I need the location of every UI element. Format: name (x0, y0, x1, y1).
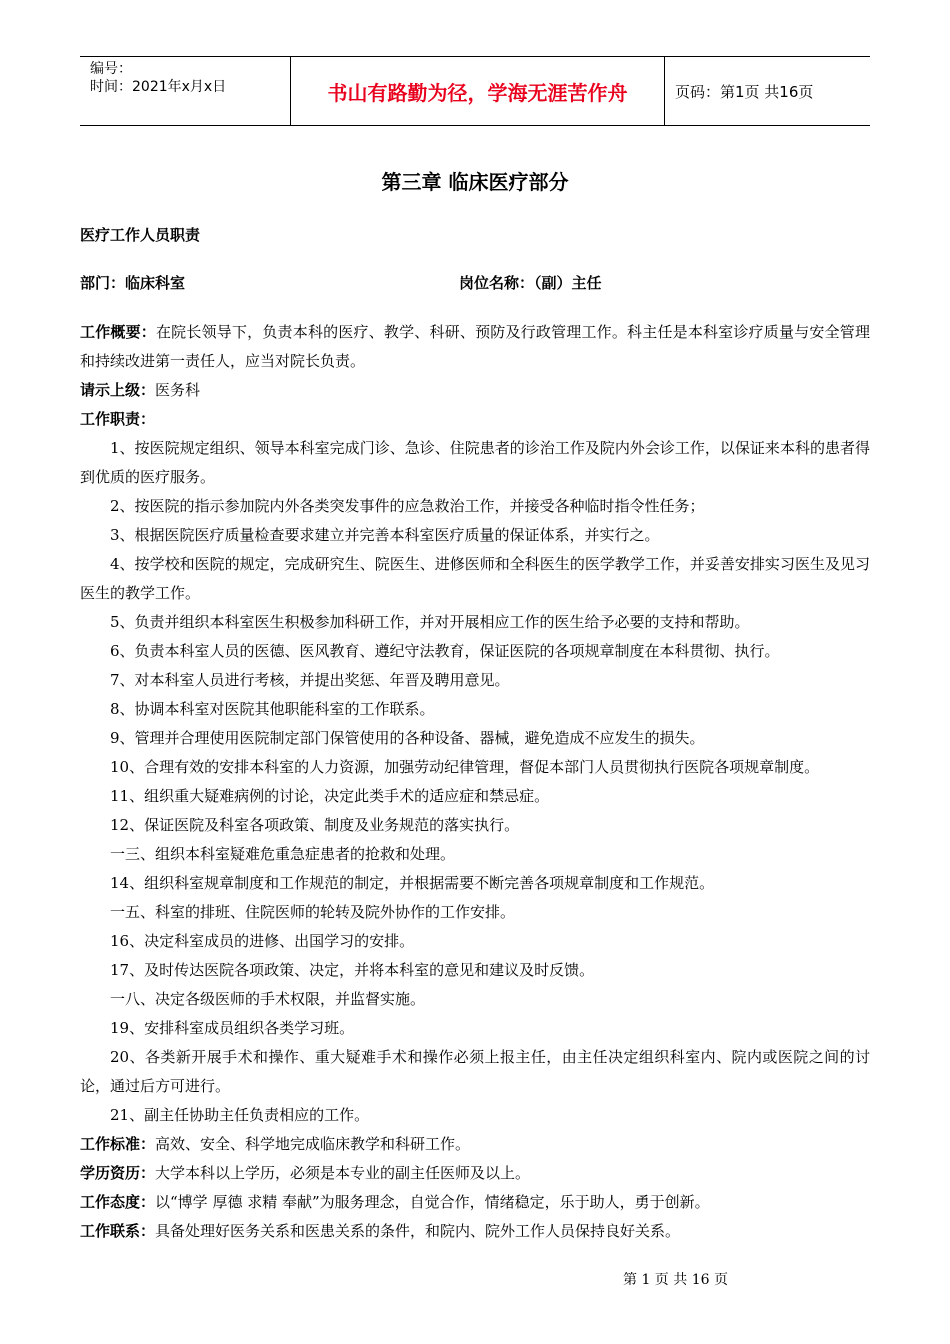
standard-label: 工作标准： (80, 1135, 156, 1153)
qualification-label: 学历资历： (80, 1164, 156, 1182)
overview-label: 工作概要： (80, 323, 156, 341)
header-motto: 书山有路勤为径，学海无涯苦作舟 (290, 57, 665, 125)
section-title: 医疗工作人员职责 (80, 226, 201, 244)
report-to-paragraph (80, 376, 870, 405)
duty-item: 11、组织重大疑难病例的讨论，决定此类手术的适应症和禁忌症。 (110, 787, 550, 805)
overview-paragraph (80, 318, 870, 376)
attitude-text: 以“博学 厚德 求精 奉献”为服务理念，自觉合作，情绪稳定，乐于助人，勇于创新。 (155, 1193, 710, 1211)
duties-list (80, 434, 870, 1130)
duty-item: 8、协调本科室对医院其他职能科室的工作联系。 (110, 700, 435, 718)
contact-label: 工作联系： (80, 1222, 156, 1240)
contact-paragraph (80, 1217, 870, 1246)
duty-item: 14、组织科室规章制度和工作规范的制定，并根据需要不断完善各项规章制度和工作规范。 (110, 874, 715, 892)
duty-item: 一三、组织本科室疑难危重急症患者的抢救和处理。 (110, 845, 456, 863)
duties-label: 工作职责： (80, 410, 156, 428)
qualification-paragraph (80, 1159, 870, 1188)
page-header (80, 56, 870, 126)
qualification-text: 大学本科以上学历，必须是本专业的副主任医师及以上。 (155, 1164, 531, 1182)
duty-item: 12、保证医院及科室各项政策、制度及业务规范的落实执行。 (110, 816, 520, 834)
duty-item: 17、及时传达医院各项政策、决定，并将本科室的意见和建议及时反馈。 (110, 961, 595, 979)
duty-item: 3、根据医院医疗质量检查要求建立并完善本科室医疗质量的保证体系，并实行之。 (110, 526, 660, 544)
chapter-title: 第三章 临床医疗部分 (381, 170, 569, 194)
duty-item: 21、副主任协助主任负责相应的工作。 (110, 1106, 370, 1124)
duty-item: 一五、科室的排班、住院医师的轮转及院外协作的工作安排。 (110, 903, 516, 921)
duty-item: 2、按医院的指示参加院内外各类突发事件的应急救治工作，并接受各种临时指令性任务； (110, 497, 705, 515)
duty-item: 4、按学校和医院的规定，完成研究生、院医生、进修医师和全科医生的医学教学工作，并妥善安排实习医生及见习医生的教学工作。 (80, 555, 870, 602)
duty-item: 6、负责本科室人员的医德、医风教育、遵纪守法教育，保证医院的各项规章制度在本科贯彻、执行。 (110, 642, 780, 660)
overview-text: 在院长领导下，负责本科的医疗、教学、科研、预防及行政管理工作。科主任是本科室诊疗质量与安全管理和持续改进第一责任人，应当对院长负责。 (80, 323, 870, 370)
duty-item: 10、合理有效的安排本科室的人力资源，加强劳动纪律管理，督促本部门人员贯彻执行医院各项规章制度。 (110, 758, 820, 776)
header-meta (80, 57, 290, 125)
duty-item: 5、负责并组织本科室医生积极参加科研工作，并对开展相应工作的医生给予必要的支持和帮助。 (110, 613, 750, 631)
duty-item: 19、安排科室成员组织各类学习班。 (110, 1019, 355, 1037)
standard-text: 高效、安全、科学地完成临床教学和科研工作。 (155, 1135, 471, 1153)
number-label: 编号： (90, 61, 132, 77)
duty-item: 一八、决定各级医师的手术权限，并监督实施。 (110, 990, 426, 1008)
page-footer: 第 1 页 共 16 页 (623, 1272, 728, 1288)
report-to-label: 请示上级： (80, 381, 156, 399)
attitude-paragraph (80, 1188, 870, 1217)
report-to-text: 医务科 (155, 381, 201, 399)
department: 部门：临床科室 (80, 274, 186, 292)
contact-text: 具备处理好医务关系和医患关系的条件，和院内、院外工作人员保持良好关系。 (155, 1222, 681, 1240)
document-body (80, 318, 870, 1246)
duty-item: 7、对本科室人员进行考核，并提出奖惩、年晋及聘用意见。 (110, 671, 510, 689)
header-page-info: 页码：第1页 共16页 (675, 82, 814, 101)
duties-heading (80, 405, 870, 434)
duty-item: 16、决定科室成员的进修、出国学习的安排。 (110, 932, 415, 950)
duty-item: 1、按医院规定组织、领导本科室完成门诊、急诊、住院患者的诊治工作及院内外会诊工作，以保证来本科的患者得到优质的医疗服务。 (80, 439, 870, 486)
duty-item: 9、管理并合理使用医院制定部门保管使用的各种设备、器械，避免造成不应发生的损失。 (110, 729, 705, 747)
time-label: 时间：2021年x月x日 (90, 79, 227, 95)
position-name: 岗位名称：（副）主任 (459, 274, 602, 292)
standard-paragraph (80, 1130, 870, 1159)
duty-item: 20、各类新开展手术和操作、重大疑难手术和操作必须上报主任，由主任决定组织科室内、院内或医院之间的讨论，通过后方可进行。 (80, 1048, 870, 1095)
attitude-label: 工作态度： (80, 1193, 156, 1211)
